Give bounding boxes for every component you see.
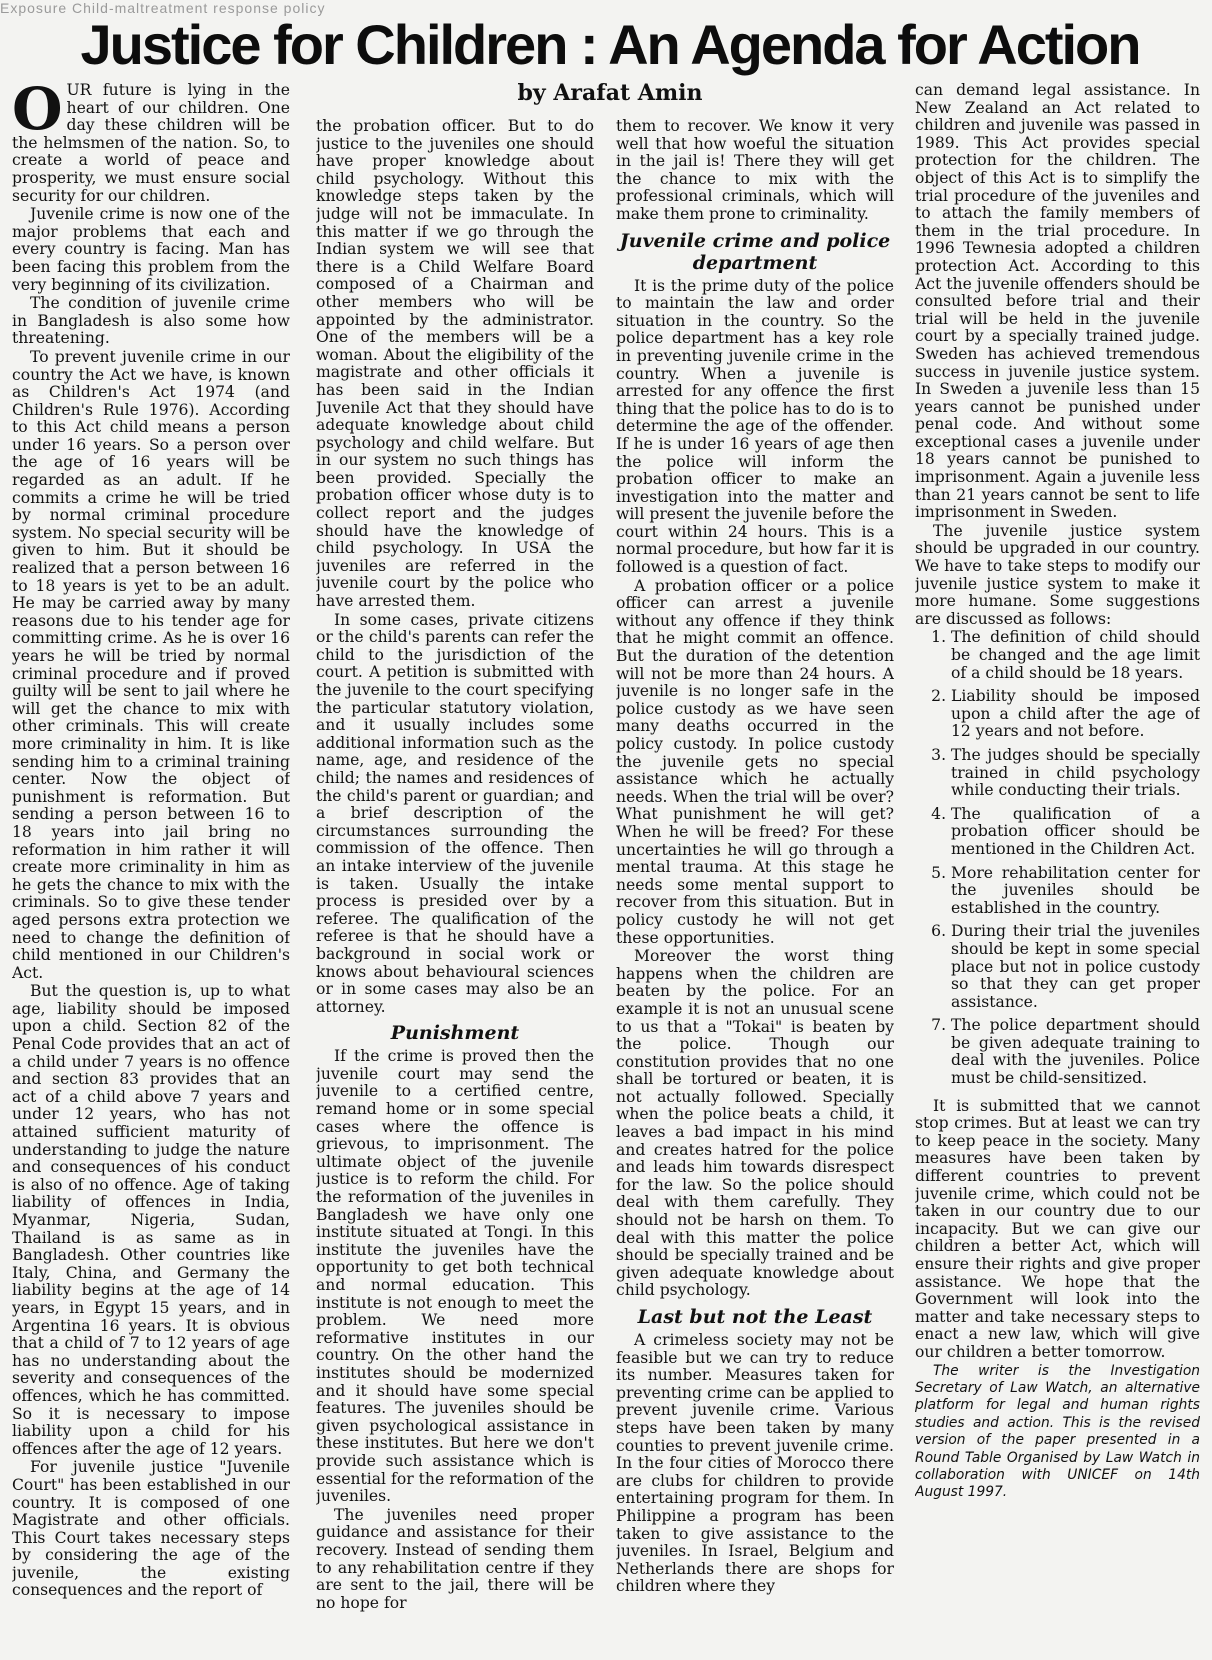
- bleed-through-header: Exposure Child-maltreatment response policy: [0, 0, 326, 16]
- col1-paragraph-6: For juvenile justice "Juvenile Court" has been established in our country. It is composed of one Magistrate and other officials. This Court takes necessary steps by considering the age of the juvenile, the existing consequences and the report of: [12, 1458, 290, 1600]
- col4-paragraph-1: can demand legal assistance. In New Zealand an Act related to children and juvenile was passed in 1989. This Act provides special protection for the children. The object of this Act is to simplify the trial procedure of the juveniles and to attach the family members of them in the trial procedure. In 1996 Tewnesia adopted a children protection Act. According to this Act the juvenile offenders should be consulted before trial and their trial will be held in the juvenile court by a specially trained judge. Sweden has achieved tremendous success in juvenile justice system. In Sweden a juvenile less than 15 years cannot be punished under penal code. And without some exceptional cases a juvenile under 18 years cannot be punished to imprisonment. Again a juvenile less than 21 years cannot be sent to life imprisonment in Sweden.: [915, 82, 1200, 522]
- col3-paragraph-1: them to recover. We know it very well that how woeful the situation in the jail is! There they will get the chance to mix with the professional criminals, which will make them prone to criminality.: [616, 118, 894, 223]
- column-4: [915, 82, 1200, 1657]
- col2-paragraph-2: In some cases, private citizens or the child's parents can refer the child to the jurisdiction of the court. A petition is submitted with the juvenile to the court specifying the particular statutory violation, and it usually includes some additional information such as the name, age, and residence of the child; the names and residences of the child's parent or guardian; and a brief description of the circumstances surrounding the commission of the offence. Then an intake interview of the juvenile is taken. Usually the intake process is presided over by a referee. The qualification of the referee is that he should have a background in social work or knows about behavioural sciences or in some cases may also be an attorney.: [316, 610, 594, 1016]
- suggestion-item: 7. The police department should be given adequate training to deal with the juveniles. Police must be child-sensitized.: [951, 1017, 1200, 1087]
- col1-paragraph-4: To prevent juvenile crime in our country the Act we have, is known as Children's Act 1974 (and Children's Rule 1976). According to this Act child means a person under 16 years. So a person over the age of 16 years will be regarded as an adult. If he commits a crime he will be tried by normal criminal procedure system. No special security will be given to him. But it should be realized that a person between 16 to 18 years is yet to be an adult. He may be carried away by many reasons due to his tender age for committing crime. As he is over 16 years he will be tried by normal criminal procedure and if proved guilty will be sent to jail where he will get the chance to mix with other criminals. This will create more criminality in him. It is like sending him to a criminal training center. Now the object of punishment is reformation. But sending a person between 16 to 18 years into jail bring no reformation in him rather it will create more criminality in him as he gets the chance to mix with the criminals. So to give these tender aged persons extra protection we need to change the definition of child mentioned in our Children's Act.: [12, 347, 290, 982]
- col1-paragraph-1: [12, 82, 290, 205]
- col2-paragraph-4: The juveniles need proper guidance and assistance for their recovery. Instead of sending them to any rehabilitation centre if they are sent to the jail, there will be no hope for: [316, 1505, 594, 1612]
- suggestions-list: [915, 629, 1200, 1087]
- headline: Justice for Children : An Agenda for Action: [80, 13, 1140, 76]
- col3-paragraph-3: A probation officer or a police officer can arrest a juvenile without any offence if they think that he might commit an offence. But the duration of the detention will not be more than 24 hours. A juvenile is no longer safe in the police custody as we have seen many deaths occurred in the policy custody. In police custody the juvenile gets no special assistance which he actually needs. When the trial will be over? What punishment he will get? When he will be freed? For these uncertainties he will go through a mental trauma. At this stage he needs some mental support to recover from this situation. But in policy custody he will not get these opportunities.: [616, 576, 894, 947]
- byline: by Arafat Amin: [517, 80, 703, 106]
- col2-paragraph-3: If the crime is proved then the juvenile court may send the juvenile to a certified centre, remand home or in some special cases where the offence is grievous, to imprisonment. The ultimate object of the juvenile justice is to reform the child. For the reformation of the juveniles in Bangladesh we have only one institute situated at Tongi. In this institute the juveniles have the opportunity to get both technical and normal education. This institute is not enough to meet the problem. We need more reformative institutes in our country. On the other hand the institutes should be modernized and it should have some special features. The juveniles should be given psychological assistance in these institutes. But here we don't provide such assistance which is essential for the reformation of the juveniles.: [316, 1047, 594, 1506]
- suggestion-item: 5. More rehabilitation center for the juveniles should be established in the country.: [951, 865, 1200, 918]
- subhead-police: Juvenile crime and police department: [619, 229, 891, 274]
- subhead-punishment: Punishment: [390, 1022, 520, 1045]
- col3-paragraph-2: It is the prime duty of the police to maintain the law and order situation in the country. So the police department has a key role in preventing juvenile crime in the country. When a juvenile is arrested for any offence the first thing that the police has to do is to determine the age of the offender. If he is under 16 years of age then the police will inform the probation officer to make an investigation into the matter and will present the juvenile before the court within 24 hours. This is a normal procedure, but how far it is followed is a question of fact.: [616, 276, 894, 577]
- column-2: [316, 118, 594, 1658]
- col1-paragraph-5: But the question is, up to what age, liability should be imposed upon a child. Section 82 of the Penal Code provides that an act of a child under 7 years is no offence and section 83 provides that an act of a child above 7 years and under 12 years, who has not attained sufficient maturity of understanding to judge the nature and consequences of his conduct is also of no offence. Age of taking liability of offences in India, Myanmar, Nigeria, Sudan, Thailand is as same as in Bangladesh. Other countries like Italy, China, and Germany the liability begins at the age of 14 years, in Egypt 15 years, and in Argentina 16 years. It is obvious that a child of 7 to 12 years of age has no understanding about the severity and consequences of the offences, which he has committed. So it is necessary to impose liability upon a child for his offences after the age of 12 years.: [12, 982, 290, 1458]
- drop-cap: O: [12, 82, 63, 143]
- author-note: The writer is the Investigation Secretary of Law Watch, an alternative platform for legal and human rights studies and action. This is the revised version of the paper presented in a Round Table Organised by Law Watch in collaboration with UNICEF on 14th August 1997.: [915, 1362, 1200, 1501]
- col4-paragraph-3: It is submitted that we cannot stop crimes. But at least we can try to keep peace in the society. Many measures have been taken by different countries to prevent juvenile crime, which could not be taken in our country due to our incapacity. But we can give our children a better Act, which will ensure their rights and give proper assistance. We hope that the Government will look into the matter and take necessary steps to enact a new law, which will give our children a better tomorrow.: [915, 1096, 1200, 1361]
- suggestion-item: 6. During their trial the juveniles should be kept in some special place but not in police custody so that they can get proper assistance.: [951, 923, 1200, 1011]
- col4-paragraph-2: The juvenile justice system should be upgraded in our country. We have to take steps to modify our juvenile justice system to make it more humane. Some suggestions are discussed as follows:: [915, 521, 1200, 628]
- suggestion-item: 3. The judges should be specially trained in child psychology while conducting their trials.: [951, 747, 1200, 800]
- col1-paragraph-2: Juvenile crime is now one of the major problems that each and every country is facing. Man has been facing this problem from the very beginning of its civilization.: [12, 205, 290, 294]
- col1-paragraph-1-text: UR future is lying in the heart of our children. One day these children will be the helmsmen of the nation. So, to create a world of peace and prosperity, we must ensure social security for our children.: [12, 82, 290, 205]
- column-3: [616, 118, 894, 1658]
- suggestion-item: 4. The qualification of a probation officer should be mentioned in the Children Act.: [951, 806, 1200, 859]
- subhead-last: Last but not the Least: [637, 1306, 873, 1328]
- column-1: [12, 82, 290, 1657]
- col1-paragraph-3: The condition of juvenile crime in Bangladesh is also some how threatening.: [12, 294, 290, 348]
- suggestion-item: 2. Liability should be imposed upon a child after the age of 12 years and not before.: [951, 688, 1200, 741]
- col2-paragraph-1: the probation officer. But to do justice to the juveniles one should have proper knowledge about child psychology. Without this knowledge steps taken by the judge will not be immaculate. In this matter if we go through the Indian system we will see that there is a Child Welfare Board composed of a Chairman and other members who will be appointed by the administrator. One of the members will be a woman. About the eligibility of the magistrate and other officials it has been said in the Indian Juvenile Act that they should have adequate knowledge about child psychology and child welfare. But in our system no such things has been provided. Specially the probation officer whose duty is to collect report and the judges should have the knowledge of child psychology. In USA the juveniles are referred in the juvenile court by the police who have arrested them.: [316, 118, 594, 611]
- col3-paragraph-5: A crimeless society may not be feasible but we can try to reduce its number. Measures taken for preventing crime can be applied to prevent juvenile crime. Various steps have been taken by many counties to prevent juvenile crime. In the four cities of Morocco there are clubs for children to provide entertaining program for them. In Philippine a program has been taken to give assistance to the juveniles. In Israel, Belgium and Netherlands there are shops for children where they: [616, 1331, 894, 1596]
- col3-paragraph-4: Moreover the worst thing happens when the children are beaten by the police. For an example it is not an unusual scene to us that a "Tokai" is beaten by the police. Though our constitution provides that no one shall be tortured or beaten, it is not actually followed. Specially when the police beats a child, it leaves a bad impact in his mind and creates hatred for the police and leads him towards disrespect for the law. So the police should deal with them carefully. They should not be harsh on them. To deal with this matter the police should be specially trained and be given adequate knowledge about child psychology.: [616, 947, 894, 1300]
- suggestion-item: 1. The definition of child should be changed and the age limit of a child should be 18 years.: [951, 629, 1200, 682]
